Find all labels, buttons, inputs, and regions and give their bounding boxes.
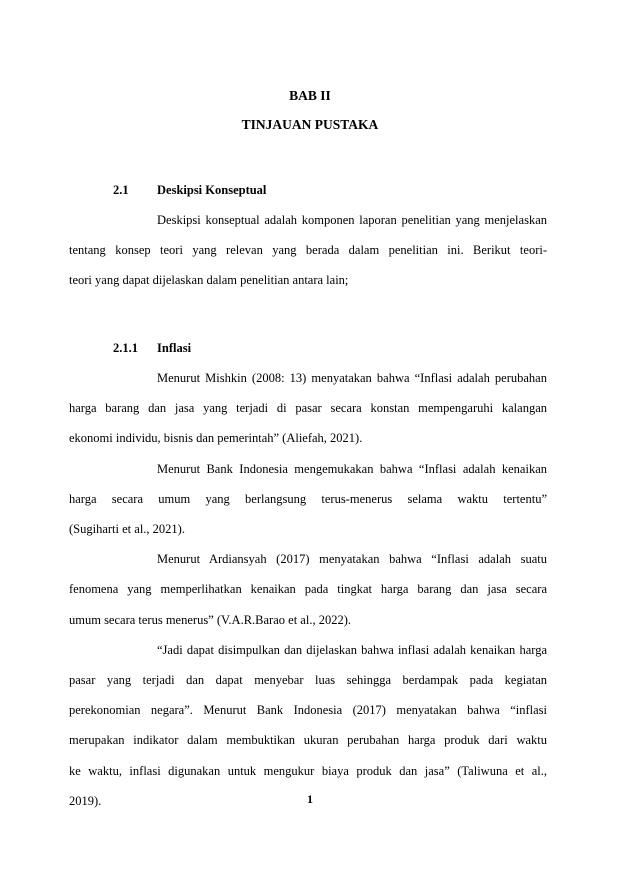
chapter-title: TINJAUAN PUSTAKA bbox=[241, 117, 379, 132]
text-line: ke waktu, inflasi digunakan untuk mengukur biaya produk dan jasa” (Taliwuna et al., bbox=[69, 763, 547, 778]
text-line: merupakan indikator dalam membuktikan ukuran perubahan harga produk dari waktu bbox=[69, 733, 547, 748]
section-2-1-1-body bbox=[69, 363, 547, 816]
text-line: teori yang dapat dijelaskan dalam penelitian antara lain; bbox=[69, 273, 349, 288]
section-number: 2.1 bbox=[113, 183, 129, 197]
text-line: Menurut Ardiansyah (2017) menyatakan bahwa “Inflasi adalah suatu bbox=[157, 552, 547, 567]
text-line: Deskipsi konseptual adalah komponen laporan penelitian yang menjelaskan bbox=[157, 213, 547, 227]
text-line: 2019). bbox=[69, 793, 102, 808]
paragraph bbox=[69, 544, 547, 635]
text-line: perekonomian negara”. Menurut Bank Indonesia (2017) menyatakan bahwa “inflasi bbox=[69, 703, 547, 718]
text-line: “Jadi dapat disimpulkan dan dijelaskan bahwa inflasi adalah kenaikan harga bbox=[157, 642, 547, 657]
text-line: Menurut Mishkin (2008: 13) menyatakan bahwa “Inflasi adalah perubahan bbox=[157, 371, 547, 385]
text-line: fenomena yang memperlihatkan kenaikan pada tingkat harga barang dan jasa secara bbox=[69, 582, 547, 597]
section-2-1-body bbox=[69, 205, 547, 296]
section-title: Deskipsi Konseptual bbox=[157, 183, 267, 197]
chapter-label: BAB II bbox=[289, 88, 331, 103]
paragraph bbox=[69, 635, 547, 816]
text-line: tentang konsep teori yang relevan yang berada dalam penelitian ini. Berikut teori- bbox=[69, 243, 547, 258]
paragraph bbox=[69, 454, 547, 545]
page-number: 1 bbox=[307, 792, 313, 806]
text-line: pasar yang terjadi dan dapat menyebar luas sehingga berdampak pada kegiatan bbox=[69, 673, 547, 688]
section-number: 2.1.1 bbox=[113, 341, 138, 355]
text-line: harga barang dan jasa yang terjadi di pasar secara konstan mempengaruhi kalangan bbox=[69, 401, 547, 416]
paragraph bbox=[69, 205, 547, 296]
text-line: Menurut Bank Indonesia mengemukakan bahwa “Inflasi adalah kenaikan bbox=[157, 461, 547, 476]
text-line: umum secara terus menerus” (V.A.R.Barao et al., 2022). bbox=[69, 612, 351, 627]
text-line: harga secara umum yang berlangsung terus-menerus selama waktu tertentu” bbox=[69, 491, 547, 506]
paragraph bbox=[69, 363, 547, 454]
text-line: (Sugiharti et al., 2021). bbox=[69, 522, 185, 537]
text-line: ekonomi individu, bisnis dan pemerintah” (Aliefah, 2021). bbox=[69, 431, 363, 446]
section-title: Inflasi bbox=[157, 341, 192, 355]
